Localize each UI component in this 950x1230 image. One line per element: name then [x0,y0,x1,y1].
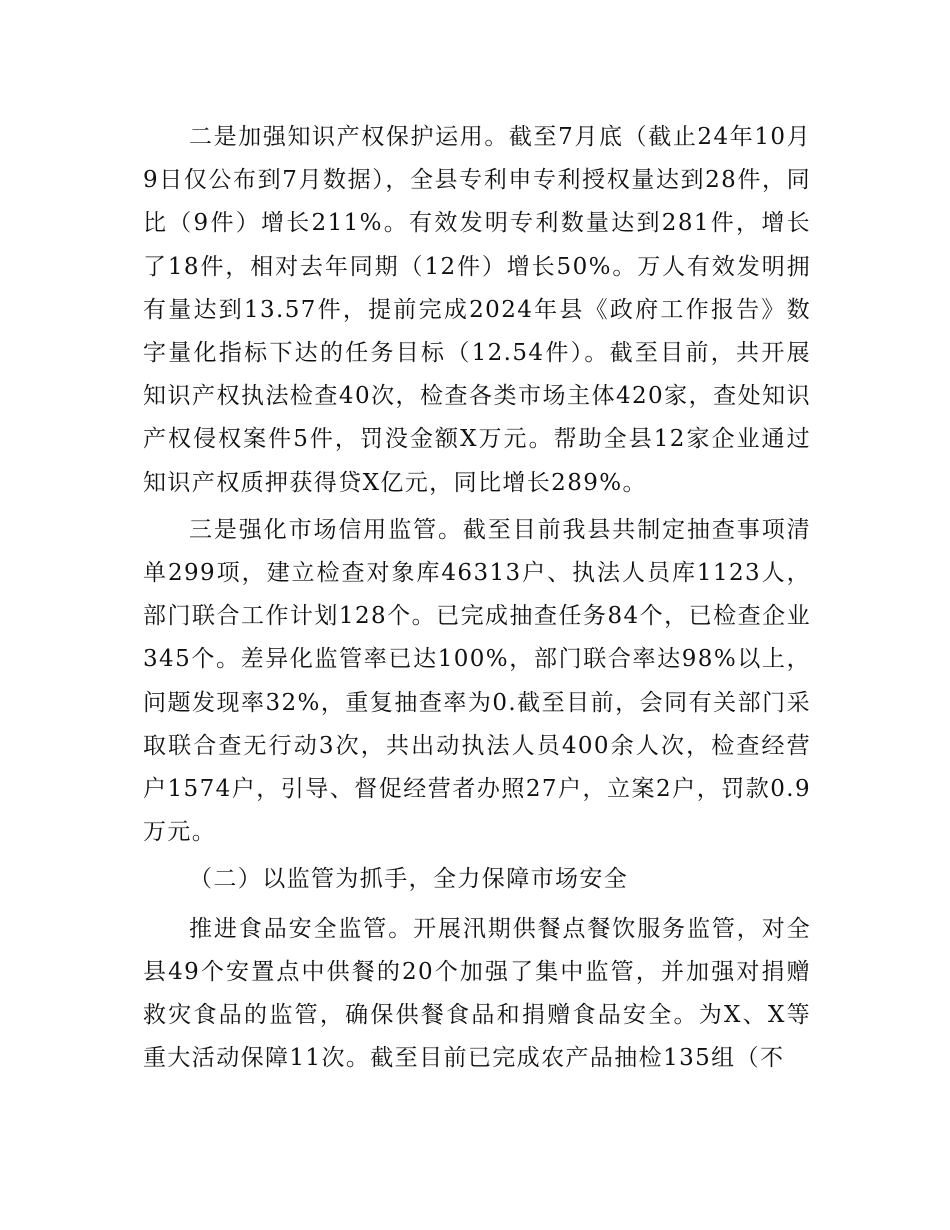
paragraph-ip-protection: 二是加强知识产权保护运用。截至7月底（截止24年10月9日仅公布到7月数据），全县专利申专利授权量达到28件，同比（9件）增长211%。有效发明专利数量达到281件，增长了18件，相对去年同期（12件）增长50%。万人有效发明拥有量达到13.57件，提前完成2024年县《政府工作报告》数字量化指标下达的任务目标（12.54件）。截至目前，共开展知识产权执法检查40次，检查各类市场主体420家，查处知识产权侵权案件5件，罚没金额X万元。帮助全县12家企业通过知识产权质押获得贷X亿元，同比增长289%。 [143,124,811,496]
paragraph-credit-supervision: 三是强化市场信用监管。截至目前我县共制定抽查事项清单299项，建立检查对象库46313户、执法人员库1123人，部门联合工作计划128个。已完成抽查任务84个，已检查企业345个。差异化监管率已达100%，部门联合率达98%以上，问题发现率32%，重复抽查率为0.截至目前，会同有关部门采取联合查无行动3次，共出动执法人员400余人次，检查经营户1574户，引导、督促经营者办照27户，立案2户，罚款0.9万元。 [143,516,811,846]
paragraph-food-safety: 推进食品安全监管。开展汛期供餐点餐饮服务监管，对全县49个安置点中供餐的20个加强了集中监管，并加强对捐赠救灾食品的监管，确保供餐食品和捐赠食品安全。为X、X等重大活动保障11次。截至目前已完成农产品抽检135组（不 [143,915,811,1072]
section-heading-market-safety: （二）以监管为抓手，全力保障市场安全 [189,866,629,893]
document-body [143,116,811,1080]
